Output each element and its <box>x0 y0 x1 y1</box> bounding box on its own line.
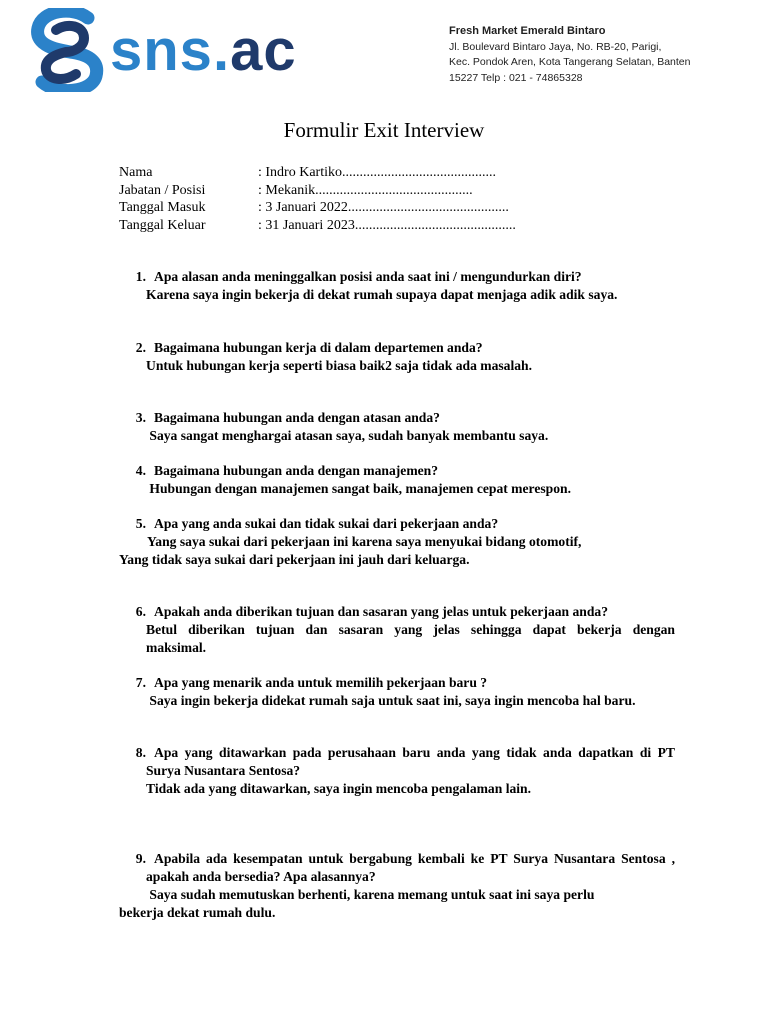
question-number: 4. <box>135 463 146 478</box>
company-address-block <box>449 24 691 86</box>
question-text: Bagaimana hubungan kerja di dalam departemen anda? <box>154 340 483 355</box>
company-name: Fresh Market Emerald Bintaro <box>449 25 606 37</box>
answer-text: Saya ingin bekerja didekat rumah saja untuk saat ini, saya ingin mencoba hal baru. <box>146 693 636 708</box>
info-label: Jabatan / Posisi <box>119 182 206 198</box>
answer-text: bekerja dekat rumah dulu. <box>119 905 276 920</box>
sns-s-logo-icon <box>28 8 110 92</box>
question-item-9 <box>119 850 675 922</box>
question-text: Apa yang anda sukai dan tidak sukai dari pekerjaan anda? <box>154 516 499 531</box>
question-item-7 <box>119 674 675 710</box>
question-text: apakah anda bersedia? Apa alasannya? <box>146 869 376 884</box>
brand-wordmark: sns.ac <box>110 18 297 83</box>
answer-text: Betul diberikan tujuan dan sasaran yang jelas sehingga dapat bekerja dengan <box>146 622 675 637</box>
question-item-8 <box>119 744 675 798</box>
info-value: : 3 Januari 2022.............................................. <box>258 200 509 215</box>
question-item-3 <box>119 409 675 445</box>
question-number: 6. <box>135 604 146 619</box>
answer-text: Hubungan dengan manajemen sangat baik, manajemen cepat merespon. <box>146 481 571 496</box>
sns-logo <box>28 8 320 92</box>
question-number: 8. <box>135 745 146 760</box>
info-row-position <box>119 182 516 200</box>
answer-text: Saya sudah memutuskan berhenti, karena memang untuk saat ini saya perlu <box>146 887 595 902</box>
info-row-end-date <box>119 217 516 235</box>
answer-text: Tidak ada yang ditawarkan, saya ingin mencoba pengalaman lain. <box>146 781 531 796</box>
question-item-6 <box>119 603 675 657</box>
question-number: 5. <box>135 516 146 531</box>
question-item-5 <box>119 515 675 569</box>
question-text: Apa yang menarik anda untuk memilih pekerjaan baru ? <box>154 675 488 690</box>
info-value: : 31 Januari 2023.............................................. <box>258 217 516 233</box>
question-text: Apa alasan anda meninggalkan posisi anda saat ini / mengundurkan diri? <box>154 269 582 284</box>
question-number: 3. <box>135 410 146 425</box>
question-item-1 <box>119 268 675 304</box>
question-number: 2. <box>135 340 146 355</box>
company-address-line: Jl. Boulevard Bintaro Jaya, No. RB-20, Parigi, <box>449 40 662 53</box>
document-title: Formulir Exit Interview <box>283 118 485 142</box>
info-label: Tanggal Masuk <box>119 200 206 215</box>
question-item-4 <box>119 462 675 498</box>
question-text: Bagaimana hubungan anda dengan atasan anda? <box>154 410 440 425</box>
info-row-start-date <box>119 199 516 217</box>
answer-text: Yang tidak saya sukai dari pekerjaan ini jauh dari keluarga. <box>119 552 470 567</box>
question-text: Bagaimana hubungan anda dengan manajemen? <box>154 463 439 478</box>
answer-text: Saya sangat menghargai atasan saya, sudah banyak membantu saya. <box>146 428 549 443</box>
answer-text: Untuk hubungan kerja seperti biasa baik2 saja tidak ada masalah. <box>146 358 533 373</box>
question-text: Apakah anda diberikan tujuan dan sasaran yang jelas untuk pekerjaan anda? <box>154 604 609 619</box>
info-label: Nama <box>119 165 153 180</box>
question-text: Apabila ada kesempatan untuk bergabung kembali ke PT Surya Nusantara Sentosa , <box>154 851 675 866</box>
info-label: Tanggal Keluar <box>119 217 206 233</box>
employee-info <box>119 164 516 234</box>
info-row-name <box>119 164 516 182</box>
company-address-line: Kec. Pondok Aren, Kota Tangerang Selatan, Banten <box>449 56 691 68</box>
company-address-line: 15227 Telp : 021 - 74865328 <box>449 71 583 84</box>
answer-text: Karena saya ingin bekerja di dekat rumah supaya dapat menjaga adik adik saya. <box>146 287 618 302</box>
question-item-2 <box>119 339 675 375</box>
question-text: Apa yang ditawarkan pada perusahaan baru anda yang tidak anda dapatkan di PT <box>154 745 675 760</box>
answer-text: maksimal. <box>146 640 207 655</box>
question-text: Surya Nusantara Sentosa? <box>146 763 301 778</box>
question-number: 9. <box>135 851 146 866</box>
info-value: : Mekanik............................................. <box>258 182 473 198</box>
question-number: 7. <box>135 675 146 690</box>
info-value: : Indro Kartiko............................................ <box>258 165 496 180</box>
question-number: 1. <box>135 269 146 284</box>
answer-text: Yang saya sukai dari pekerjaan ini karena saya menyukai bidang otomotif, <box>147 534 582 549</box>
